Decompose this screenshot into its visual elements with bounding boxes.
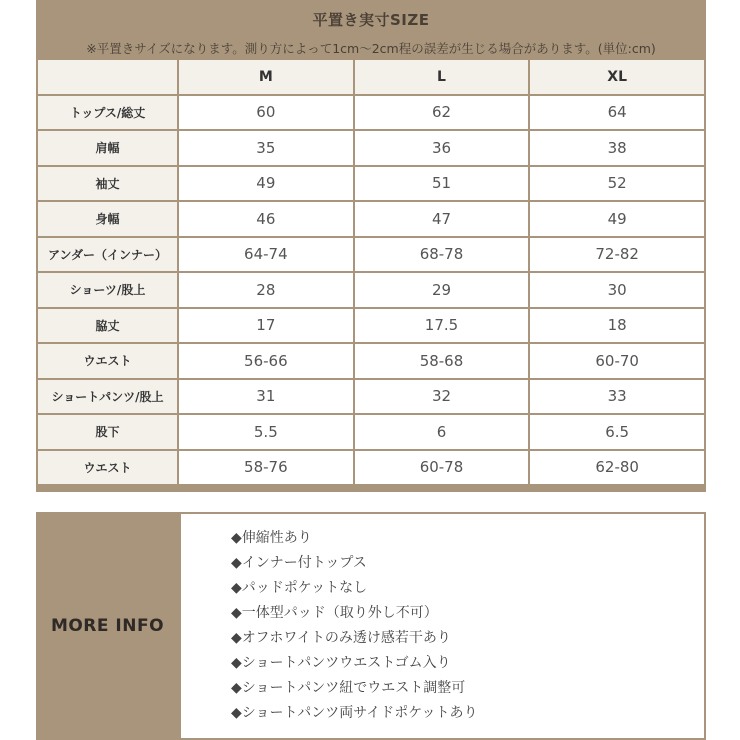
more-info-box [181, 514, 704, 738]
more-info-list [181, 514, 704, 726]
size-value-cell: 60-70 [530, 344, 704, 378]
row-label: 脇丈 [38, 309, 177, 343]
size-value-cell: 72-82 [530, 238, 704, 272]
size-value-cell: 51 [355, 167, 529, 201]
row-label: ショートパンツ/股上 [38, 380, 177, 414]
table-row [38, 167, 704, 201]
size-value-cell: 29 [355, 273, 529, 307]
list-item: ◆一体型パッド（取り外し不可） [231, 605, 438, 621]
list-item: ◆インナー付トップス [231, 555, 367, 571]
size-value-cell: 64 [530, 96, 704, 130]
row-label: 股下 [38, 415, 177, 449]
table-row [38, 238, 704, 272]
table-row [38, 202, 704, 236]
size-value-cell: 6.5 [530, 415, 704, 449]
size-value-cell: 52 [530, 167, 704, 201]
table-row [38, 344, 704, 378]
size-table [36, 58, 706, 486]
more-info-section [36, 512, 706, 740]
size-chart-header [36, 0, 706, 60]
more-info-label: MORE INFO [50, 616, 165, 636]
table-row [38, 131, 704, 165]
size-value-cell: 5.5 [179, 415, 353, 449]
size-value-cell: 49 [530, 202, 704, 236]
size-value-cell: 32 [355, 380, 529, 414]
corner-cell [38, 60, 177, 94]
table-row [38, 451, 704, 485]
size-header-row [38, 60, 704, 94]
table-row [38, 96, 704, 130]
size-value-cell: 62-80 [530, 451, 704, 485]
row-label: トップス/総丈 [38, 96, 177, 130]
size-value-cell: 17.5 [355, 309, 529, 343]
size-value-cell: 17 [179, 309, 353, 343]
row-label: 肩幅 [38, 131, 177, 165]
table-row [38, 380, 704, 414]
size-value-cell: 6 [355, 415, 529, 449]
table-row [38, 415, 704, 449]
table-row [38, 309, 704, 343]
size-value-cell: 38 [530, 131, 704, 165]
size-value-cell: 28 [179, 273, 353, 307]
size-value-cell: 31 [179, 380, 353, 414]
size-value-cell: 49 [179, 167, 353, 201]
list-item: ◆オフホワイトのみ透け感若干あり [231, 630, 451, 646]
table-row [38, 273, 704, 307]
size-value-cell: 46 [179, 202, 353, 236]
size-value-cell: 58-68 [355, 344, 529, 378]
list-item: ◆ショートパンツウエストゴム入り [231, 655, 451, 671]
column-header-l: L [355, 60, 529, 94]
list-item: ◆パッドポケットなし [231, 580, 368, 596]
column-header-m: M [179, 60, 353, 94]
row-label: アンダー（インナー） [38, 238, 177, 272]
list-item: ◆伸縮性あり [231, 530, 312, 546]
size-value-cell: 62 [355, 96, 529, 130]
row-label: ショーツ/股上 [38, 273, 177, 307]
column-header-xl: XL [530, 60, 704, 94]
row-label: 身幅 [38, 202, 177, 236]
size-value-cell: 64-74 [179, 238, 353, 272]
row-label: 袖丈 [38, 167, 177, 201]
size-value-cell: 47 [355, 202, 529, 236]
size-value-cell: 56-66 [179, 344, 353, 378]
list-item: ◆ショートパンツ両サイドポケットあり [231, 705, 478, 721]
size-value-cell: 60 [179, 96, 353, 130]
size-value-cell: 35 [179, 131, 353, 165]
measurement-note: ※平置きサイズになります。測り方によって1cm～2cm程の誤差が生じる場合があります。(単位:cm) [86, 41, 656, 56]
size-value-cell: 30 [530, 273, 704, 307]
size-chart-title: 平置き実寸SIZE [312, 11, 430, 29]
list-item: ◆ショートパンツ紐でウエスト調整可 [231, 680, 466, 696]
row-label: ウエスト [38, 451, 177, 485]
size-chart [36, 0, 706, 492]
size-value-cell: 36 [355, 131, 529, 165]
size-value-cell: 18 [530, 309, 704, 343]
size-value-cell: 60-78 [355, 451, 529, 485]
size-value-cell: 68-78 [355, 238, 529, 272]
row-label: ウエスト [38, 344, 177, 378]
size-value-cell: 58-76 [179, 451, 353, 485]
size-value-cell: 33 [530, 380, 704, 414]
